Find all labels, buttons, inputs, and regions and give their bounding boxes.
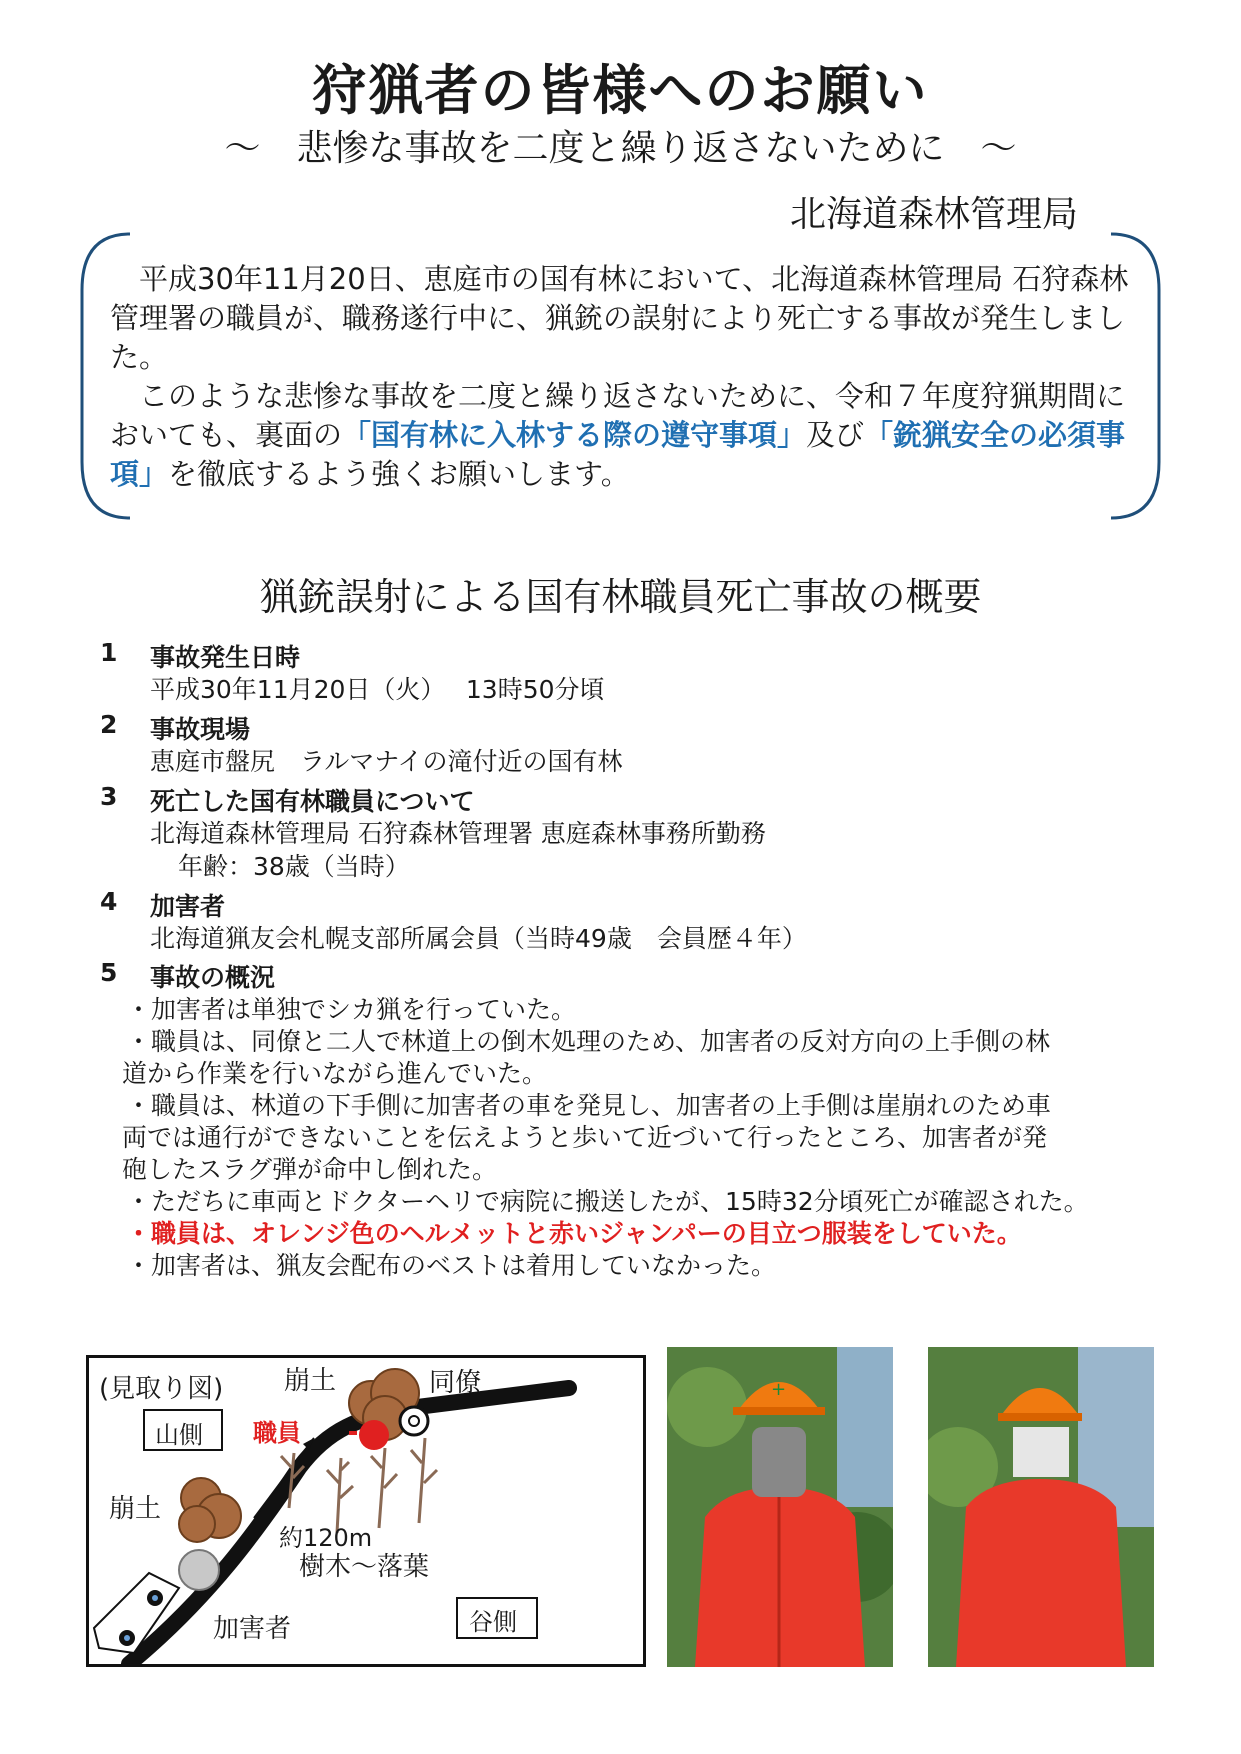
notice-box: [78, 230, 1163, 522]
map-label-colleague: 同僚: [429, 1368, 482, 1398]
item-5-line-3: 道から作業を行いながら進んでいた。: [122, 1059, 548, 1088]
notice-text: [110, 260, 1130, 494]
landslide-left-mound: [179, 1478, 241, 1542]
item-5-line-4: ・職員は、林道の下手側に加害者の車を発見し、加害者の上手側は崖崩れのため車: [126, 1091, 1052, 1120]
item-5-line-6: 砲したスラグ弾が命中し倒れた。: [122, 1155, 498, 1184]
item-heading: 事故現場: [150, 715, 251, 744]
item-5-line-9: ・加害者は、猟友会配布のベストは着用していなかった。: [126, 1251, 777, 1280]
organization-name: 北海道森林管理局: [790, 194, 1079, 235]
map-label-perpetrator: 加害者: [213, 1614, 292, 1644]
item-number: 5: [100, 958, 118, 987]
item-heading: 事故の概況: [150, 963, 276, 992]
notice-paragraph-2: [110, 377, 1130, 494]
notice-text-before: このような悲惨な事故を二度と繰り返さないために、令和７年度狩猟期間においても、裏面の: [110, 379, 1126, 452]
item-5-line-7: ・ただちに車両とドクターヘリで病院に搬送したが、15時32分頃死亡が確認された。: [126, 1187, 1089, 1216]
item-5-line-5: 両では通行ができないことを伝えようと歩いて近づいて行ったところ、加害者が発: [122, 1123, 1048, 1152]
item-number: 2: [100, 710, 118, 739]
item-5-line-8-highlight: ・職員は、オレンジ色のヘルメットと赤いジャンパーの目立つ服装をしていた。: [126, 1219, 1022, 1248]
photo-front-view: [667, 1347, 893, 1667]
notice-text-after: を徹底するよう強くお願いします。: [168, 457, 630, 491]
item-3-line-1: 北海道森林管理局 石狩森林管理署 恵庭森林事務所勤務: [150, 819, 766, 848]
item-heading: 事故発生日時: [150, 643, 301, 672]
map-label-trees: 樹木～落葉: [299, 1552, 430, 1582]
map-label-valley-side: 谷側: [469, 1608, 517, 1636]
map-label-landslide-left: 崩土: [109, 1494, 162, 1524]
item-number: 1: [100, 638, 118, 667]
notice-highlight-safety: 「銃猟安全の必須事項」: [110, 418, 1126, 491]
notice-text-middle: 及び: [806, 418, 865, 452]
item-5-line-2: ・職員は、同僚と二人で林道上の倒木処理のため、加害者の反対方向の上手側の林: [126, 1027, 1051, 1056]
shot-line: [254, 1438, 314, 1518]
page-title: 狩猟者の皆様へのお願い: [312, 59, 929, 122]
staff-outfit-front-illustration: [667, 1347, 893, 1667]
item-2-line-1: 恵庭市盤尻 ラルマナイの滝付近の国有林: [150, 747, 623, 776]
section-title: 猟銃誤射による国有林職員死亡事故の概要: [259, 575, 982, 619]
item-number: 4: [100, 887, 118, 916]
item-heading: 加害者: [150, 892, 226, 921]
map-label-mountain-side: 山側: [155, 1421, 203, 1449]
item-number: 3: [100, 782, 118, 811]
map-label-distance: 約120m: [279, 1524, 373, 1552]
map-label-landslide-top: 崩土: [284, 1366, 337, 1396]
photo-back-view: [928, 1347, 1154, 1667]
item-heading: 死亡した国有林職員について: [150, 787, 475, 816]
page-subtitle: ～ 悲惨な事故を二度と繰り返さないために ～: [224, 128, 1017, 169]
notice-highlight-rules: 「国有林に入林する際の遵守事項」: [342, 418, 807, 452]
perpetrator-marker-icon: [179, 1550, 219, 1590]
item-4-line-1: 北海道猟友会札幌支部所属会員（当時49歳 会員歴４年）: [150, 924, 807, 953]
staff-outfit-back-illustration: [928, 1347, 1154, 1667]
notice-paragraph-1: 平成30年11月20日、恵庭市の国有林において、北海道森林管理局 石狩森林管理署の職員が、職務遂行中に、猟銃の誤射により死亡する事故が発生しました。: [110, 262, 1129, 374]
staff-marker-icon: [359, 1420, 389, 1450]
colleague-marker-icon: [400, 1407, 428, 1435]
site-map: [86, 1355, 646, 1667]
item-1-line-1: 平成30年11月20日（火） 13時50分頃: [150, 675, 605, 704]
map-label-staff: 職員: [253, 1419, 301, 1447]
item-3-line-2: 年齢：38歳（当時）: [178, 852, 410, 881]
svg-text:+: +: [771, 1379, 787, 1400]
item-5-line-1: ・加害者は単独でシカ猟を行っていた。: [126, 995, 577, 1024]
map-caption: (見取り図): [99, 1374, 224, 1404]
